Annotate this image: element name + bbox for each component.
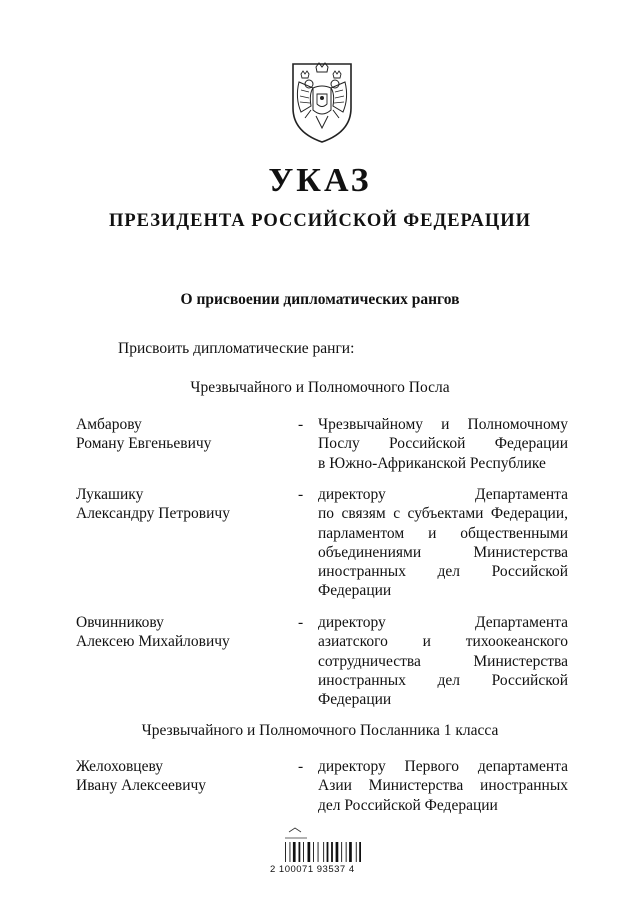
position-line: парламентом и общественными	[318, 524, 568, 542]
position-line: Федерации	[318, 582, 392, 600]
position-line: дел Российской Федерации	[318, 796, 498, 814]
appointee-position	[318, 613, 568, 709]
decree-intro: Присвоить дипломатические ранги:	[118, 340, 355, 357]
decree-subtitle: ПРЕЗИДЕНТА РОССИЙСКОЙ ФЕДЕРАЦИИ	[108, 211, 532, 231]
position-line: иностранных дел Российской	[318, 671, 568, 689]
russian-coat-of-arms-icon	[287, 58, 357, 144]
appointee-surname: Амбарову	[76, 416, 142, 433]
barcode-icon	[283, 826, 363, 896]
position-line: по связям с субъектами Федерации,	[318, 505, 568, 523]
appointee-surname: Овчинникову	[76, 614, 164, 631]
entry-dash: -	[298, 758, 304, 775]
position-line: в Южно-Африканской Республике	[318, 454, 546, 472]
position-line: сотрудничества Министерства	[318, 652, 568, 670]
appointee-name	[76, 613, 276, 652]
entry-dash: -	[298, 614, 304, 631]
decree-title: УКАЗ	[268, 162, 372, 199]
appointee-name	[76, 757, 276, 796]
position-line: азиатского и тихоокеанского	[318, 633, 568, 651]
barcode-number: 2 100071 93537 4	[270, 864, 355, 875]
position-line: Федерации	[318, 691, 392, 709]
decree-heading: О присвоении дипломатических рангов	[180, 291, 460, 308]
appointee-name	[76, 485, 276, 524]
entry-dash: -	[298, 416, 304, 433]
position-line: Чрезвычайному и Полномочному	[318, 416, 568, 433]
appointee-position	[318, 757, 568, 815]
entry-dash: -	[298, 486, 304, 503]
position-line: объединениями Министерства	[318, 543, 568, 561]
position-line: директору Департамента	[318, 614, 568, 631]
appointee-given-name: Алексею Михайловичу	[76, 633, 230, 651]
appointee-given-name: Александру Петровичу	[76, 505, 230, 523]
appointee-given-name: Роману Евгеньевичу	[76, 435, 212, 453]
appointee-position	[318, 415, 568, 473]
appointee-surname: Желоховцеву	[76, 758, 164, 775]
position-line: директору Первого департамента	[318, 758, 568, 775]
appointee-name	[76, 415, 276, 454]
appointee-surname: Лукашику	[76, 486, 144, 503]
rank-title: Чрезвычайного и Полномочного Посла	[190, 379, 450, 396]
rank-title: Чрезвычайного и Полномочного Посланника 1 класса	[141, 722, 499, 739]
appointee-given-name: Ивану Алексеевичу	[76, 777, 207, 795]
appointee-position	[318, 485, 568, 601]
position-line: директору Департамента	[318, 486, 568, 503]
position-line: Послу Российской Федерации	[318, 435, 568, 453]
position-line: иностранных дел Российской	[318, 563, 568, 581]
position-line: Азии Министерства иностранных	[318, 777, 568, 795]
